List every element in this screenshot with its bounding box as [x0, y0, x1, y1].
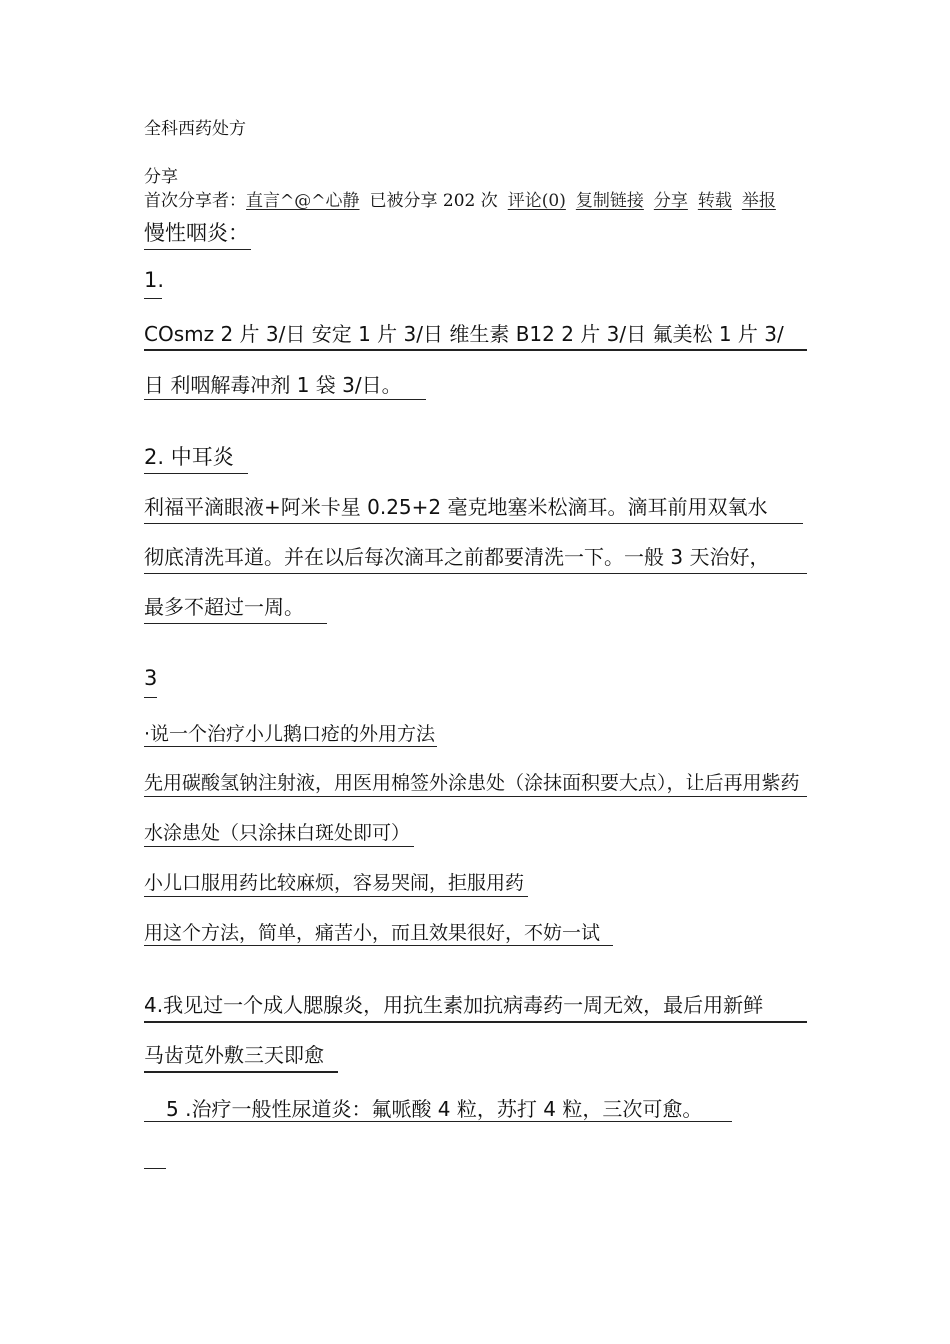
section-5-line-1-underline [144, 1121, 732, 1122]
copy-link-link[interactable]: 复制链接 [575, 191, 644, 211]
document-title: 全科西药处方 [144, 119, 246, 139]
section-3-line-5-underline [144, 945, 613, 946]
comments-link[interactable]: 评论(0) [507, 191, 566, 211]
section-3-number: 3 [144, 666, 158, 690]
section-3-line-3: 水涂患处（只涂抹白斑处即可） [144, 822, 411, 844]
section-3-line-4: 小儿口服用药比较麻烦，容易哭闹，拒服用药 [144, 872, 525, 894]
section-1-number: 1. [144, 268, 165, 292]
section-2-line-3: 最多不超过一周。 [144, 595, 304, 619]
section-4-line-1-underline [144, 1021, 807, 1023]
heading-underline [144, 249, 251, 250]
share-heading: 分享 [144, 167, 178, 187]
section-1-number-underline [144, 298, 162, 299]
section-2-line-2: 彻底清洗耳道。并在以后每次滴耳之前都要清洗一下。一般 3 天治好， [144, 545, 770, 569]
section-3-line-3-underline [144, 846, 414, 847]
first-sharer-link[interactable]: 直言^@^心静 [246, 191, 360, 211]
section-1-line-1: COsmz 2 片 3/日 安定 1 片 3/日 维生素 B12 2 片 3/日 氟美松 1 片 3/ [144, 322, 784, 346]
section-2-title: 2. 中耳炎 [144, 445, 234, 469]
section-1-line-2: 日 利咽解毒冲剂 1 袋 3/日。 [144, 373, 402, 397]
section-4-line-1: 4.我见过一个成人腮腺炎，用抗生素加抗病毒药一周无效，最后用新鲜 [144, 993, 764, 1017]
section-3-number-underline [144, 697, 157, 698]
section-5-line-1: 5 .治疗一般性尿道炎：氟哌酸 4 粒，苏打 4 粒，三次可愈。 [166, 1097, 703, 1121]
section-1-line-1-underline [144, 349, 807, 351]
section-3-line-5: 用这个方法，简单，痛苦小，而且效果很好，不妨一试 [144, 922, 601, 944]
section-3-line-2: 先用碳酸氢钠注射液，用医用棉签外涂患处（涂抹面积要大点），让后再用紫药 [144, 772, 800, 794]
section-4-line-2-underline [144, 1071, 338, 1073]
section-2-line-1-underline [144, 523, 803, 524]
section-2-line-1: 利福平滴眼液+阿米卡星 0.25+2 毫克地塞米松滴耳。滴耳前用双氧水 [144, 495, 768, 519]
section-heading-chronic-pharyngitis: 慢性咽炎： [144, 221, 249, 245]
report-link[interactable]: 举报 [741, 191, 776, 211]
section-3-line-4-underline [144, 896, 528, 897]
section-4-line-2: 马齿苋外敷三天即愈 [144, 1043, 324, 1067]
section-3-line-1: ·说一个治疗小儿鹅口疮的外用方法 [144, 723, 436, 745]
section-1-line-2-underline [144, 399, 426, 400]
share-link[interactable]: 分享 [653, 191, 688, 211]
section-2-line-2-underline [144, 573, 807, 574]
section-2-title-underline [144, 473, 248, 474]
shared-count: 已被分享 202 次 [369, 191, 498, 211]
repost-link[interactable]: 转载 [697, 191, 732, 211]
trailing-rule [144, 1168, 166, 1169]
first-sharer-label: 首次分享者： [144, 191, 246, 211]
share-meta-row [144, 186, 776, 211]
section-2-line-3-underline [144, 623, 327, 624]
section-3-line-1-underline [144, 746, 437, 747]
section-3-line-2-underline [144, 796, 807, 797]
